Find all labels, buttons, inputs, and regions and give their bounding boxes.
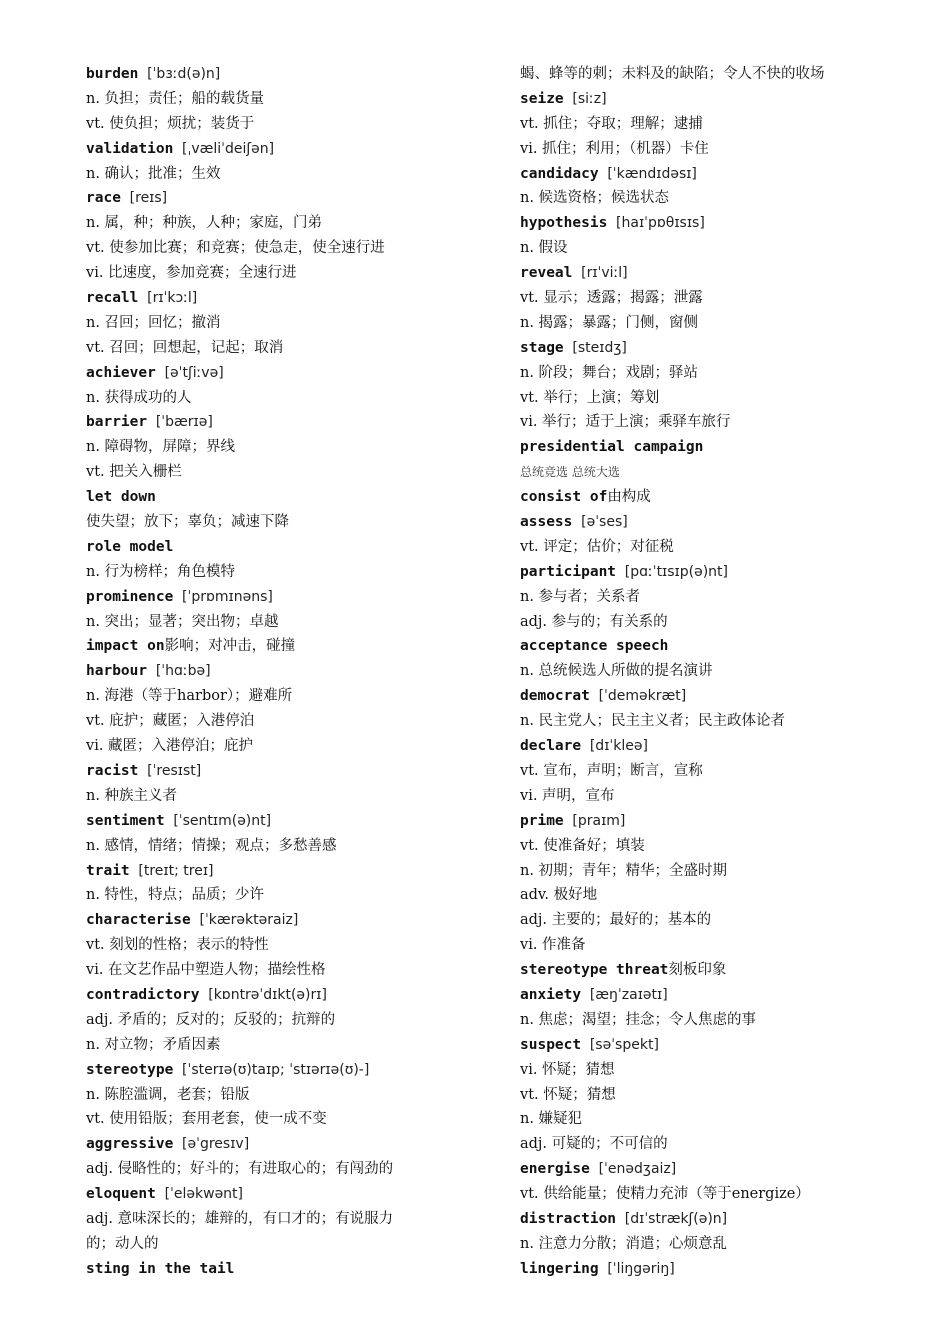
phonetic: [siːz]: [572, 90, 607, 107]
entry-headword-line: [86, 859, 458, 884]
definition-text: adv. 极好地: [520, 887, 598, 904]
definition-text: n. 突出；显著；突出物；卓越: [86, 613, 279, 630]
definition-line: [520, 933, 892, 958]
definition-text: 蝎、蜂等的刺；未料及的缺陷；令人不快的收场: [520, 66, 825, 82]
headword: harbour: [86, 663, 148, 680]
phonetic: [əˈtʃiːvə]: [164, 364, 224, 381]
headword: racist: [86, 762, 139, 779]
definition-text: n. 揭露；暴露；门侧，窗侧: [520, 314, 699, 331]
headword: assess: [520, 514, 573, 531]
headword: stereotype: [86, 1061, 174, 1078]
definition-text: n. 假设: [520, 240, 568, 257]
definition-text: n. 确认；批准；生效: [86, 165, 221, 182]
headword: anxiety: [520, 986, 582, 1003]
phonetic: [ˈprɒmɪnəns]: [182, 588, 273, 605]
headword: candidacy: [520, 165, 599, 182]
phonetic: [ˈenədʒaiz]: [598, 1161, 677, 1178]
definition-line: [86, 610, 458, 635]
headword: sentiment: [86, 812, 165, 829]
entry-headword-line: [520, 435, 892, 460]
entry-headword-line: [520, 809, 892, 834]
entry-headword-line: [86, 659, 458, 684]
definition-line: [86, 560, 458, 585]
entry-headword-line: [520, 211, 892, 236]
phonetic: [ˈdeməkræt]: [598, 688, 687, 705]
headword: characterise: [86, 912, 191, 929]
definition-line: [520, 883, 892, 908]
definition-text: vt. 抓住；夺取；理解；逮捕: [520, 115, 703, 132]
headword: prominence: [86, 588, 174, 605]
headword: hypothesis: [520, 215, 608, 232]
entry-headword-line: [86, 286, 458, 311]
definition-text: vt. 举行；上演；筹划: [520, 389, 660, 406]
phonetic: [ˈbɜːd(ə)n]: [147, 66, 221, 82]
definition-line: [86, 386, 458, 411]
definition-text: vt. 宣布，声明；断言，宣称: [520, 762, 703, 779]
definition-text: vt. 使参加比赛；和竞赛；使急走，使全速行进: [86, 240, 385, 257]
definition-line: [520, 759, 892, 784]
definition-text: vt. 评定；估价；对征税: [520, 538, 674, 555]
phonetic: [ˈkændɪdəsɪ]: [607, 165, 697, 182]
definition-line: [86, 1033, 458, 1058]
entry-headword-line: [86, 1132, 458, 1157]
definition-text: vt. 庇护；藏匿；入港停泊: [86, 713, 255, 730]
definition-text: n. 参与者；关系者: [520, 588, 641, 605]
phonetic: [ˈhɑːbə]: [155, 663, 211, 680]
headword: acceptance speech: [520, 638, 669, 655]
translation-text: 总统竞选 总统大选: [520, 465, 620, 480]
definition-text: adj. 矛盾的；反对的；反驳的；抗辩的: [86, 1011, 336, 1028]
definition-line: [520, 659, 892, 684]
definition-text: vt. 使准备好；填装: [520, 837, 645, 854]
definition-line: [520, 908, 892, 933]
definition-line: [86, 1083, 458, 1108]
definition-line: [86, 162, 458, 187]
headword: participant: [520, 563, 617, 580]
phonetic: [haɪˈpɒθɪsɪs]: [616, 215, 705, 232]
phonetic: [kɒntrəˈdɪkt(ə)rɪ]: [208, 986, 327, 1003]
headword: let down: [86, 489, 156, 506]
entry-headword-line: [86, 634, 458, 659]
entry-headword-line: [520, 1207, 892, 1232]
entry-headword-line: [520, 87, 892, 112]
entry-headword-line: [520, 958, 892, 983]
entry-headword-line: [86, 62, 458, 87]
entry-headword-line: [520, 684, 892, 709]
definition-line: [86, 236, 458, 261]
headword: declare: [520, 738, 582, 755]
definition-line: [520, 834, 892, 859]
entry-headword-line: [520, 1157, 892, 1182]
definition-line: [86, 112, 458, 137]
definition-text: adj. 侵略性的；好斗的；有进取心的；有闯劲的: [86, 1161, 394, 1178]
definition-line: [520, 137, 892, 162]
definition-text: adj. 可疑的；不可信的: [520, 1136, 668, 1153]
headword: barrier: [86, 414, 148, 431]
definition-text: vi. 藏匿；入港停泊；庇护: [86, 738, 254, 755]
definition-text: vi. 比速度，参加竞赛；全速行进: [86, 265, 297, 282]
definition-text: n. 感情，情绪；情操；观点；多愁善感: [86, 837, 337, 854]
definition-line: [520, 112, 892, 137]
definition-line: [520, 1058, 892, 1083]
headword: consist of: [520, 489, 608, 506]
definition-line: [520, 585, 892, 610]
definition-line: [86, 1207, 458, 1232]
definition-text: vt. 供给能量；使精力充沛（等于energize）: [520, 1186, 810, 1203]
definition-text: vi. 抓住；利用；（机器）卡住: [520, 140, 709, 157]
definition-line: [86, 1008, 458, 1033]
entry-headword-line: [520, 510, 892, 535]
entry-headword-line: [520, 261, 892, 286]
headword: validation: [86, 140, 174, 157]
definition-text: n. 注意力分散；消遣；心烦意乱: [520, 1235, 728, 1252]
phonetic: [əˈses]: [581, 514, 628, 531]
entry-headword-line: [86, 1182, 458, 1207]
definition-line: [86, 211, 458, 236]
phonetic: [steɪdʒ]: [572, 339, 627, 356]
definition-text: vt. 使负担；烦扰；装货于: [86, 115, 255, 132]
definition-line: [520, 859, 892, 884]
entry-headword-line: [86, 585, 458, 610]
definition-text: adj. 主要的；最好的；基本的: [520, 912, 712, 929]
entry-headword-line: [86, 186, 458, 211]
definition-line: [520, 1107, 892, 1132]
translation-note: [520, 460, 892, 485]
phonetic: [ˈliŋgəriŋ]: [607, 1260, 675, 1277]
definition-line: [86, 883, 458, 908]
phonetic: [reɪs]: [129, 190, 168, 207]
left-column: [86, 62, 458, 1282]
definition-line: [86, 1232, 458, 1257]
definition-text: vi. 作准备: [520, 937, 586, 954]
phonetic: [rɪˈkɔːl]: [147, 290, 198, 307]
definition-line: [86, 510, 458, 535]
headword: role model: [86, 538, 174, 555]
entry-headword-line: [86, 1058, 458, 1083]
definition-line: [520, 1083, 892, 1108]
phonetic: [əˈgresɪv]: [182, 1136, 250, 1153]
definition-text: n. 陈腔滥调，老套；铅版: [86, 1086, 250, 1103]
inline-gloss: 影响；对冲击，碰撞: [164, 638, 296, 655]
definition-line: [86, 311, 458, 336]
right-column: [520, 62, 892, 1282]
headword: presidential campaign: [520, 439, 704, 456]
entry-headword-line: [86, 410, 458, 435]
definition-line: [86, 709, 458, 734]
definition-text: 使失望；放下；辜负；减速下降: [86, 514, 289, 531]
entry-headword-line: [86, 809, 458, 834]
definition-text: n. 焦虑；渴望；挂念；令人焦虑的事: [520, 1011, 757, 1028]
definition-line: [520, 1182, 892, 1207]
entry-headword-line: [86, 361, 458, 386]
entry-headword-line: [86, 535, 458, 560]
definition-text: n. 负担；责任；船的载货量: [86, 90, 265, 107]
definition-text: n. 民主党人；民主主义者；民主政体论者: [520, 713, 786, 730]
entry-headword-line: [86, 983, 458, 1008]
phonetic: [rɪˈviːl]: [581, 265, 628, 282]
definition-line: [86, 336, 458, 361]
phonetic: [ˈresɪst]: [147, 762, 202, 779]
headword: distraction: [520, 1210, 617, 1227]
definition-text: vi. 举行；适于上演；乘驿车旅行: [520, 414, 731, 431]
definition-line: [520, 186, 892, 211]
definition-line: [520, 361, 892, 386]
headword: stereotype threat: [520, 962, 669, 979]
headword: sting in the tail: [86, 1260, 235, 1277]
definition-line: [86, 784, 458, 809]
headword: energise: [520, 1161, 590, 1178]
headword: prime: [520, 812, 564, 829]
definition-text: adj. 参与的；有关系的: [520, 613, 668, 630]
definition-text: vt. 使用铅版；套用老套，使一成不变: [86, 1111, 327, 1128]
definition-line: [86, 933, 458, 958]
definition-line: [520, 610, 892, 635]
entry-headword-line: [520, 162, 892, 187]
definition-text: n. 障碍物，屏障；界线: [86, 439, 236, 456]
definition-line: [86, 834, 458, 859]
definition-line: [520, 386, 892, 411]
definition-line: [520, 1008, 892, 1033]
headword: burden: [86, 66, 139, 82]
definition-text: n. 初期；青年；精华；全盛时期: [520, 862, 728, 879]
phonetic: [ˈbærɪə]: [155, 414, 213, 431]
definition-line: [520, 62, 892, 87]
definition-text: vt. 显示；透露；揭露；泄露: [520, 290, 703, 307]
phonetic: [pɑːˈtɪsɪp(ə)nt]: [624, 563, 729, 580]
inline-gloss: 刻板印象: [668, 962, 727, 979]
definition-text: n. 对立物；矛盾因素: [86, 1036, 221, 1053]
definition-line: [520, 535, 892, 560]
definition-text: vi. 声明，宣布: [520, 787, 615, 804]
phonetic: [æŋˈzaɪətɪ]: [589, 986, 668, 1003]
definition-text: 的；动人的: [86, 1235, 159, 1252]
phonetic: [ˈsterɪə(ʊ)taɪp; ˈstɪərɪə(ʊ)-]: [182, 1061, 370, 1078]
definition-text: vi. 在文艺作品中塑造人物；描绘性格: [86, 962, 326, 979]
phonetic: [səˈspekt]: [589, 1036, 659, 1053]
headword: aggressive: [86, 1136, 174, 1153]
definition-text: n. 海港（等于harbor）；避难所: [86, 688, 293, 705]
definition-line: [86, 1107, 458, 1132]
definition-text: n. 获得成功的人: [86, 389, 192, 406]
entry-headword-line: [520, 734, 892, 759]
phonetic: [ˌvæliˈdeiʃən]: [182, 140, 275, 157]
definition-line: [86, 261, 458, 286]
entry-headword-line: [520, 560, 892, 585]
entry-headword-line: [86, 137, 458, 162]
headword: trait: [86, 862, 130, 879]
definition-text: vt. 把关入栅栏: [86, 464, 182, 481]
entry-headword-line: [520, 1033, 892, 1058]
definition-line: [86, 1157, 458, 1182]
entry-headword-line: [520, 634, 892, 659]
definition-line: [86, 958, 458, 983]
headword: lingering: [520, 1260, 599, 1277]
definition-line: [520, 1232, 892, 1257]
headword: seize: [520, 90, 564, 107]
phonetic: [treɪt; treɪ]: [138, 862, 214, 879]
definition-line: [520, 784, 892, 809]
definition-line: [86, 734, 458, 759]
definition-text: n. 候选资格；候选状态: [520, 190, 670, 207]
definition-text: vt. 怀疑；猜想: [520, 1086, 616, 1103]
definition-line: [520, 410, 892, 435]
entry-headword-line: [520, 485, 892, 510]
headword: recall: [86, 290, 139, 307]
headword: achiever: [86, 364, 156, 381]
entry-headword-line: [520, 1257, 892, 1282]
definition-line: [86, 460, 458, 485]
phonetic: [dɪˈstrækʃ(ə)n]: [624, 1210, 728, 1227]
definition-text: n. 特性，特点；品质；少许: [86, 887, 265, 904]
definition-text: n. 属，种；种族，人种；家庭，门弟: [86, 215, 323, 232]
entry-headword-line: [520, 336, 892, 361]
definition-line: [86, 87, 458, 112]
phonetic: [ˈsentɪm(ə)nt]: [173, 812, 272, 829]
definition-line: [520, 236, 892, 261]
inline-gloss: 由构成: [607, 489, 651, 506]
definition-line: [520, 1132, 892, 1157]
headword: stage: [520, 339, 564, 356]
definition-line: [520, 311, 892, 336]
definition-line: [86, 435, 458, 460]
entry-headword-line: [86, 485, 458, 510]
headword: democrat: [520, 688, 590, 705]
definition-text: vt. 召回；回想起，记起；取消: [86, 339, 284, 356]
definition-line: [520, 286, 892, 311]
definition-text: n. 召回；回忆；撤消: [86, 314, 221, 331]
phonetic: [praɪm]: [572, 812, 626, 829]
headword: reveal: [520, 265, 573, 282]
phonetic: [ˈkærəktəraiz]: [199, 912, 299, 929]
definition-text: n. 阶段；舞台；戏剧；驿站: [520, 364, 699, 381]
entry-headword-line: [520, 983, 892, 1008]
definition-line: [86, 684, 458, 709]
definition-line: [520, 709, 892, 734]
headword: race: [86, 190, 121, 207]
entry-headword-line: [86, 1257, 458, 1282]
entry-headword-line: [86, 759, 458, 784]
definition-text: vi. 怀疑；猜想: [520, 1061, 615, 1078]
headword: impact on: [86, 638, 165, 655]
headword: contradictory: [86, 986, 200, 1003]
definition-text: n. 种族主义者: [86, 787, 178, 804]
headword: eloquent: [86, 1186, 156, 1203]
entry-headword-line: [86, 908, 458, 933]
definition-text: adj. 意味深长的；雄辩的，有口才的；有说服力: [86, 1210, 394, 1227]
phonetic: [dɪˈkleə]: [589, 738, 648, 755]
definition-text: n. 行为榜样；角色模特: [86, 563, 236, 580]
phonetic: [ˈeləkwənt]: [164, 1186, 243, 1203]
definition-text: vt. 刻划的性格；表示的特性: [86, 937, 269, 954]
headword: suspect: [520, 1036, 582, 1053]
definition-text: n. 嫌疑犯: [520, 1111, 583, 1128]
definition-text: n. 总统候选人所做的提名演讲: [520, 663, 713, 680]
